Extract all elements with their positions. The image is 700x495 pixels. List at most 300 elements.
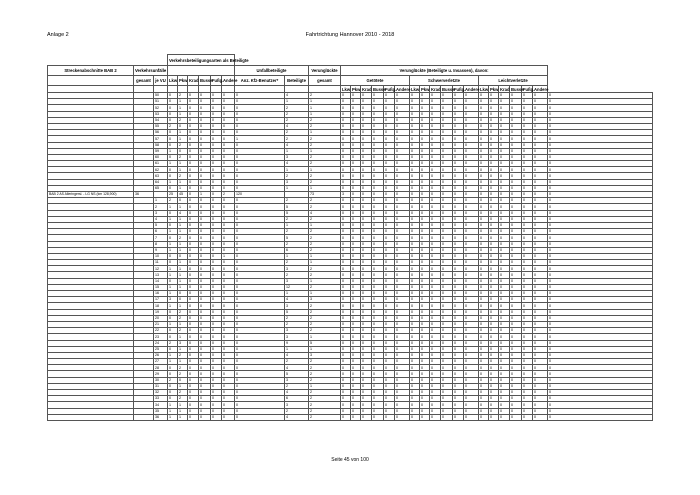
table-cell: 2 — [309, 123, 341, 129]
table-cell: 0 — [384, 365, 395, 371]
table-cell: 3 — [285, 334, 309, 340]
table-cell: 2 — [178, 93, 188, 99]
table-cell: 0 — [235, 161, 285, 167]
table-cell: 0 — [199, 222, 211, 228]
table-cell: 0 — [453, 192, 464, 198]
table-cell: 0 — [199, 99, 211, 105]
table-cell: 0 — [548, 309, 653, 315]
table-cell: 0 — [351, 130, 361, 136]
table-cell: 0 — [464, 297, 479, 303]
table-cell: 0 — [188, 334, 199, 340]
table-cell: 0 — [211, 105, 222, 111]
table-cell: 0 — [341, 266, 351, 272]
table-cell: 0 — [548, 229, 653, 235]
table-cell: 0 — [188, 396, 199, 402]
table-cell: 0 — [211, 365, 222, 371]
table-cell: 0 — [479, 340, 489, 346]
table-cell: 0 — [499, 130, 510, 136]
table-cell: 2 — [222, 192, 235, 198]
table-cell: 0 — [441, 402, 453, 408]
table-cell: 0 — [420, 365, 430, 371]
table-cell: 2 — [285, 272, 309, 278]
table-cell: 0 — [188, 185, 199, 191]
table-cell: 2 — [309, 266, 341, 272]
table-cell: 0 — [430, 247, 441, 253]
table-cell: 2 — [168, 123, 178, 129]
table-cell: 0 — [235, 352, 285, 358]
table-cell: 2 — [309, 198, 341, 204]
table-cell: 0 — [384, 309, 395, 315]
table-cell: 0 — [395, 402, 410, 408]
table-cell: 0 — [372, 123, 384, 129]
table-cell: 0 — [168, 396, 178, 402]
table-cell: 0 — [533, 198, 548, 204]
table-cell: 0 — [211, 346, 222, 352]
table-cell: 0 — [533, 173, 548, 179]
table-cell: 0 — [361, 359, 372, 365]
table-cell: 0 — [351, 198, 361, 204]
table-cell: 0 — [522, 365, 533, 371]
table-cell: 14 — [154, 278, 168, 284]
table-cell: 0 — [410, 371, 420, 377]
table-cell: 0 — [372, 383, 384, 389]
table-cell: 0 — [351, 297, 361, 303]
table-cell: 0 — [420, 161, 430, 167]
table-cell: 1 — [168, 241, 178, 247]
table-cell: 4 — [285, 414, 309, 420]
table-cell: 0 — [441, 154, 453, 160]
table-cell: 0 — [464, 408, 479, 414]
table-cell: 0 — [188, 371, 199, 377]
table-cell: 0 — [499, 154, 510, 160]
table-cell: 0 — [372, 111, 384, 117]
table-cell: 0 — [351, 111, 361, 117]
table-cell: 0 — [420, 204, 430, 210]
table-cell: 0 — [533, 291, 548, 297]
table-cell: 0 — [420, 260, 430, 266]
table-cell: 0 — [211, 334, 222, 340]
veh-busse: Busse — [199, 76, 211, 86]
table-cell: 1 — [309, 346, 341, 352]
table-cell — [134, 414, 154, 420]
table-cell: 0 — [372, 334, 384, 340]
table-cell: 0 — [235, 284, 285, 290]
table-cell: 0 — [222, 154, 235, 160]
table-cell: 0 — [168, 185, 178, 191]
table-cell: 0 — [199, 204, 211, 210]
table-cell: 0 — [384, 371, 395, 377]
table-cell: 0 — [533, 204, 548, 210]
table-cell: 21 — [154, 321, 168, 327]
table-cell: 0 — [510, 117, 522, 123]
table-cell — [48, 414, 134, 420]
table-cell: 2 — [309, 161, 341, 167]
table-cell: 2 — [309, 408, 341, 414]
table-cell: 0 — [464, 111, 479, 117]
cas-l-fussg: Fußg. — [523, 86, 535, 92]
table-cell: 0 — [441, 365, 453, 371]
table-cell: 0 — [453, 266, 464, 272]
table-cell: 2 — [309, 315, 341, 321]
table-cell: 0 — [489, 383, 499, 389]
table-cell: 0 — [489, 390, 499, 396]
table-cell: 0 — [479, 154, 489, 160]
header-schwerverletzte: Schwerverletzte — [410, 76, 479, 86]
table-cell: 1 — [178, 216, 188, 222]
table-cell: 0 — [211, 136, 222, 142]
table-cell: 0 — [510, 272, 522, 278]
table-cell: 2 — [178, 142, 188, 148]
table-cell: 0 — [395, 309, 410, 315]
table-cell: 0 — [430, 315, 441, 321]
table-cell: 0 — [430, 173, 441, 179]
table-cell: 0 — [384, 359, 395, 365]
table-cell: 0 — [464, 179, 479, 185]
table-cell: 3 — [285, 303, 309, 309]
table-cell: 0 — [341, 111, 351, 117]
table-cell: 0 — [522, 390, 533, 396]
table-cell: 0 — [430, 105, 441, 111]
table-cell: 0 — [341, 136, 351, 142]
table-cell: 0 — [499, 222, 510, 228]
table-cell: 0 — [522, 334, 533, 340]
table-cell: 0 — [510, 396, 522, 402]
table-cell: 2 — [285, 117, 309, 123]
table-cell: 0 — [341, 278, 351, 284]
table-cell: 0 — [548, 266, 653, 272]
table-cell: 54 — [154, 117, 168, 123]
veh-lkw: Lkw — [168, 76, 178, 86]
table-cell: 0 — [489, 396, 499, 402]
table-cell: 0 — [522, 167, 533, 173]
table-cell: 0 — [420, 241, 430, 247]
table-cell: 0 — [441, 123, 453, 129]
table-cell: 0 — [489, 272, 499, 278]
table-cell: 0 — [499, 402, 510, 408]
table-cell: 0 — [479, 334, 489, 340]
table-cell: 0 — [372, 136, 384, 142]
table-cell: 0 — [222, 173, 235, 179]
table-cell: 0 — [499, 396, 510, 402]
table-cell: 0 — [499, 142, 510, 148]
table-cell: 0 — [533, 192, 548, 198]
table-cell: 0 — [548, 377, 653, 383]
table-cell: 0 — [548, 93, 653, 99]
table-cell: 0 — [395, 352, 410, 358]
table-cell: 0 — [548, 105, 653, 111]
table-cell: 0 — [453, 185, 464, 191]
table-cell: 0 — [464, 130, 479, 136]
table-cell: 0 — [222, 365, 235, 371]
table-cell: 0 — [199, 359, 211, 365]
table-cell: 0 — [453, 346, 464, 352]
table-cell: 0 — [188, 241, 199, 247]
table-cell: 0 — [441, 346, 453, 352]
table-cell: 0 — [499, 340, 510, 346]
table-cell: 0 — [178, 291, 188, 297]
table-cell: 0 — [441, 192, 453, 198]
table-cell: 0 — [510, 229, 522, 235]
table-cell: 0 — [341, 173, 351, 179]
cas-g-busse: Busse — [373, 86, 386, 92]
table-cell: 5 — [285, 309, 309, 315]
table-cell: 0 — [410, 408, 420, 414]
table-cell: 0 — [489, 204, 499, 210]
table-cell: 0 — [361, 192, 372, 198]
table-cell: 0 — [479, 260, 489, 266]
table-cell: 0 — [430, 359, 441, 365]
table-cell: 0 — [499, 414, 510, 420]
table-cell: 0 — [199, 278, 211, 284]
table-cell: 0 — [533, 130, 548, 136]
veh-fussg: Fußg. — [211, 76, 222, 86]
table-cell: 2 — [309, 402, 341, 408]
table-cell: 0 — [489, 340, 499, 346]
table-cell: 0 — [548, 216, 653, 222]
table-cell: 1 — [178, 359, 188, 365]
table-cell: 0 — [430, 303, 441, 309]
table-cell: 2 — [285, 359, 309, 365]
table-cell: 1 — [309, 105, 341, 111]
table-cell: 1 — [178, 229, 188, 235]
table-cell: 0 — [464, 235, 479, 241]
table-cell: 0 — [341, 185, 351, 191]
table-cell: 0 — [499, 247, 510, 253]
table-cell: 0 — [341, 303, 351, 309]
table-cell: 0 — [351, 161, 361, 167]
table-cell: 18 — [154, 303, 168, 309]
table-cell: 0 — [489, 315, 499, 321]
table-cell: 0 — [430, 123, 441, 129]
table-cell: 0 — [479, 93, 489, 99]
table-cell: 57 — [154, 136, 168, 142]
table-cell: 0 — [548, 148, 653, 154]
table-cell: 1 — [168, 414, 178, 420]
table-cell: 0 — [188, 309, 199, 315]
table-cell: 0 — [395, 154, 410, 160]
table-cell: 0 — [430, 291, 441, 297]
table-cell: 1 — [178, 414, 188, 420]
table-cell: 0 — [395, 284, 410, 290]
table-cell: 0 — [453, 210, 464, 216]
table-cell: 2 — [309, 173, 341, 179]
table-cell: 0 — [479, 210, 489, 216]
table-cell: 0 — [441, 303, 453, 309]
table-cell: 0 — [361, 297, 372, 303]
document-title: Fahrtrichtung Hannover 2010 - 2018 — [305, 32, 395, 38]
table-cell: 0 — [372, 247, 384, 253]
table-cell: 0 — [361, 204, 372, 210]
header-getoetete: Getötete — [341, 76, 410, 86]
table-cell: 1 — [168, 148, 178, 154]
table-cell: 0 — [420, 309, 430, 315]
table-cell: 0 — [341, 142, 351, 148]
header-unfallbeteiligte: Unfallbeteiligte — [235, 66, 309, 76]
table-cell: 0 — [489, 297, 499, 303]
table-cell: 0 — [441, 179, 453, 185]
table-cell: 0 — [235, 154, 285, 160]
table-cell: 0 — [489, 260, 499, 266]
table-cell: 0 — [489, 185, 499, 191]
table-cell: 0 — [533, 359, 548, 365]
table-cell: 0 — [351, 359, 361, 365]
table-cell: 0 — [384, 222, 395, 228]
table-cell: 0 — [420, 284, 430, 290]
table-cell: 29 — [154, 371, 168, 377]
table-cell: 0 — [430, 278, 441, 284]
table-cell: 1 — [285, 167, 309, 173]
table-cell: 0 — [395, 105, 410, 111]
table-cell: 0 — [199, 111, 211, 117]
table-cell: 5 — [285, 371, 309, 377]
header-anz-kfz: Anz. Kfz-Benutzer* — [235, 76, 285, 86]
table-cell: 0 — [211, 154, 222, 160]
table-cell: 0 — [464, 185, 479, 191]
table-cell: 0 — [199, 340, 211, 346]
table-cell: 0 — [395, 117, 410, 123]
table-cell: 0 — [351, 179, 361, 185]
table-cell: 19 — [154, 309, 168, 315]
table-cell: 0 — [372, 117, 384, 123]
table-cell: 1 — [168, 408, 178, 414]
table-cell: 1 — [178, 321, 188, 327]
table-cell: 4 — [285, 365, 309, 371]
table-cell: 0 — [168, 371, 178, 377]
table-cell: 0 — [372, 99, 384, 105]
table-cell: 0 — [479, 111, 489, 117]
table-cell: 0 — [188, 123, 199, 129]
cas-s-lkw: Lkw — [411, 86, 420, 92]
table-cell: 5 — [309, 340, 341, 346]
table-cell: 0 — [211, 229, 222, 235]
table-cell: 0 — [430, 414, 441, 420]
table-cell: 0 — [235, 377, 285, 383]
table-cell: 0 — [222, 371, 235, 377]
table-cell: 0 — [522, 321, 533, 327]
table-cell: 0 — [199, 408, 211, 414]
table-cell: 0 — [199, 402, 211, 408]
table-cell: 0 — [372, 309, 384, 315]
table-cell: 0 — [199, 105, 211, 111]
table-cell: 0 — [341, 247, 351, 253]
table-cell: 0 — [384, 297, 395, 303]
table-cell: 0 — [464, 315, 479, 321]
table-cell: 0 — [211, 383, 222, 389]
table-cell: 0 — [372, 260, 384, 266]
table-cell: 0 — [211, 142, 222, 148]
table-cell: 0 — [441, 161, 453, 167]
table-cell: 0 — [222, 278, 235, 284]
cas-l-pkw: Pkw — [490, 86, 499, 92]
table-cell: 0 — [548, 253, 653, 259]
table-cell: 0 — [168, 278, 178, 284]
table-cell: 0 — [188, 359, 199, 365]
table-cell: 0 — [384, 105, 395, 111]
table-cell: 0 — [361, 93, 372, 99]
table-cell: 0 — [199, 315, 211, 321]
table-cell: 0 — [361, 402, 372, 408]
table-cell: 0 — [499, 346, 510, 352]
table-cell: 25 — [154, 346, 168, 352]
table-cell: 0 — [361, 309, 372, 315]
table-cell: 0 — [479, 371, 489, 377]
table-cell: 0 — [199, 179, 211, 185]
table-cell: 0 — [479, 173, 489, 179]
table-cell: 0 — [479, 117, 489, 123]
table-cell: 0 — [372, 210, 384, 216]
cas-s-busse: Busse — [442, 86, 455, 92]
table-cell: 0 — [168, 111, 178, 117]
table-cell: 0 — [510, 142, 522, 148]
table-cell: 0 — [499, 235, 510, 241]
table-cell: 0 — [410, 105, 420, 111]
table-cell: 0 — [489, 402, 499, 408]
table-cell: 0 — [420, 123, 430, 129]
table-cell: 2 — [309, 303, 341, 309]
table-cell: 0 — [479, 130, 489, 136]
table-cell: 4 — [285, 123, 309, 129]
table-cell: 0 — [430, 377, 441, 383]
table-cell: 0 — [395, 179, 410, 185]
table-cell: 0 — [464, 346, 479, 352]
table-cell: 0 — [361, 272, 372, 278]
table-cell: 0 — [548, 154, 653, 160]
table-cell: 0 — [479, 297, 489, 303]
table-cell: 0 — [489, 284, 499, 290]
table-cell: 0 — [341, 315, 351, 321]
table-cell: 0 — [372, 93, 384, 99]
table-cell: 0 — [222, 105, 235, 111]
table-cell: 0 — [372, 167, 384, 173]
table-cell: 0 — [464, 173, 479, 179]
table-cell: 0 — [235, 303, 285, 309]
table-cell: 0 — [533, 210, 548, 216]
table-cell: 0 — [420, 229, 430, 235]
table-cell: 0 — [479, 352, 489, 358]
table-cell: 0 — [351, 352, 361, 358]
table-cell: 0 — [453, 198, 464, 204]
table-cell: 13 — [154, 272, 168, 278]
table-cell: 0 — [441, 130, 453, 136]
table-cell: 0 — [199, 93, 211, 99]
table-cell: 0 — [341, 99, 351, 105]
table-cell: 0 — [372, 340, 384, 346]
table-cell: 0 — [464, 291, 479, 297]
table-cell: 0 — [341, 291, 351, 297]
table-cell: 0 — [361, 117, 372, 123]
table-cell: 0 — [395, 111, 410, 117]
table-cell: 0 — [384, 383, 395, 389]
table-cell: 3 — [178, 340, 188, 346]
table-cell: 0 — [361, 390, 372, 396]
table-cell: 0 — [420, 173, 430, 179]
table-cell: 0 — [188, 315, 199, 321]
table-cell: 0 — [548, 123, 653, 129]
table-cell: 0 — [430, 396, 441, 402]
table-cell: 0 — [430, 198, 441, 204]
table-cell: 0 — [188, 179, 199, 185]
table-cell: 0 — [235, 260, 285, 266]
table-cell: 0 — [441, 396, 453, 402]
table-cell: 0 — [420, 216, 430, 222]
table-cell: 0 — [361, 260, 372, 266]
table-cell: 0 — [522, 303, 533, 309]
table-cell: 0 — [384, 136, 395, 142]
table-cell: 1 — [178, 167, 188, 173]
table-cell: 1 — [285, 185, 309, 191]
table-cell: 0 — [510, 105, 522, 111]
table-cell: 7 — [154, 235, 168, 241]
